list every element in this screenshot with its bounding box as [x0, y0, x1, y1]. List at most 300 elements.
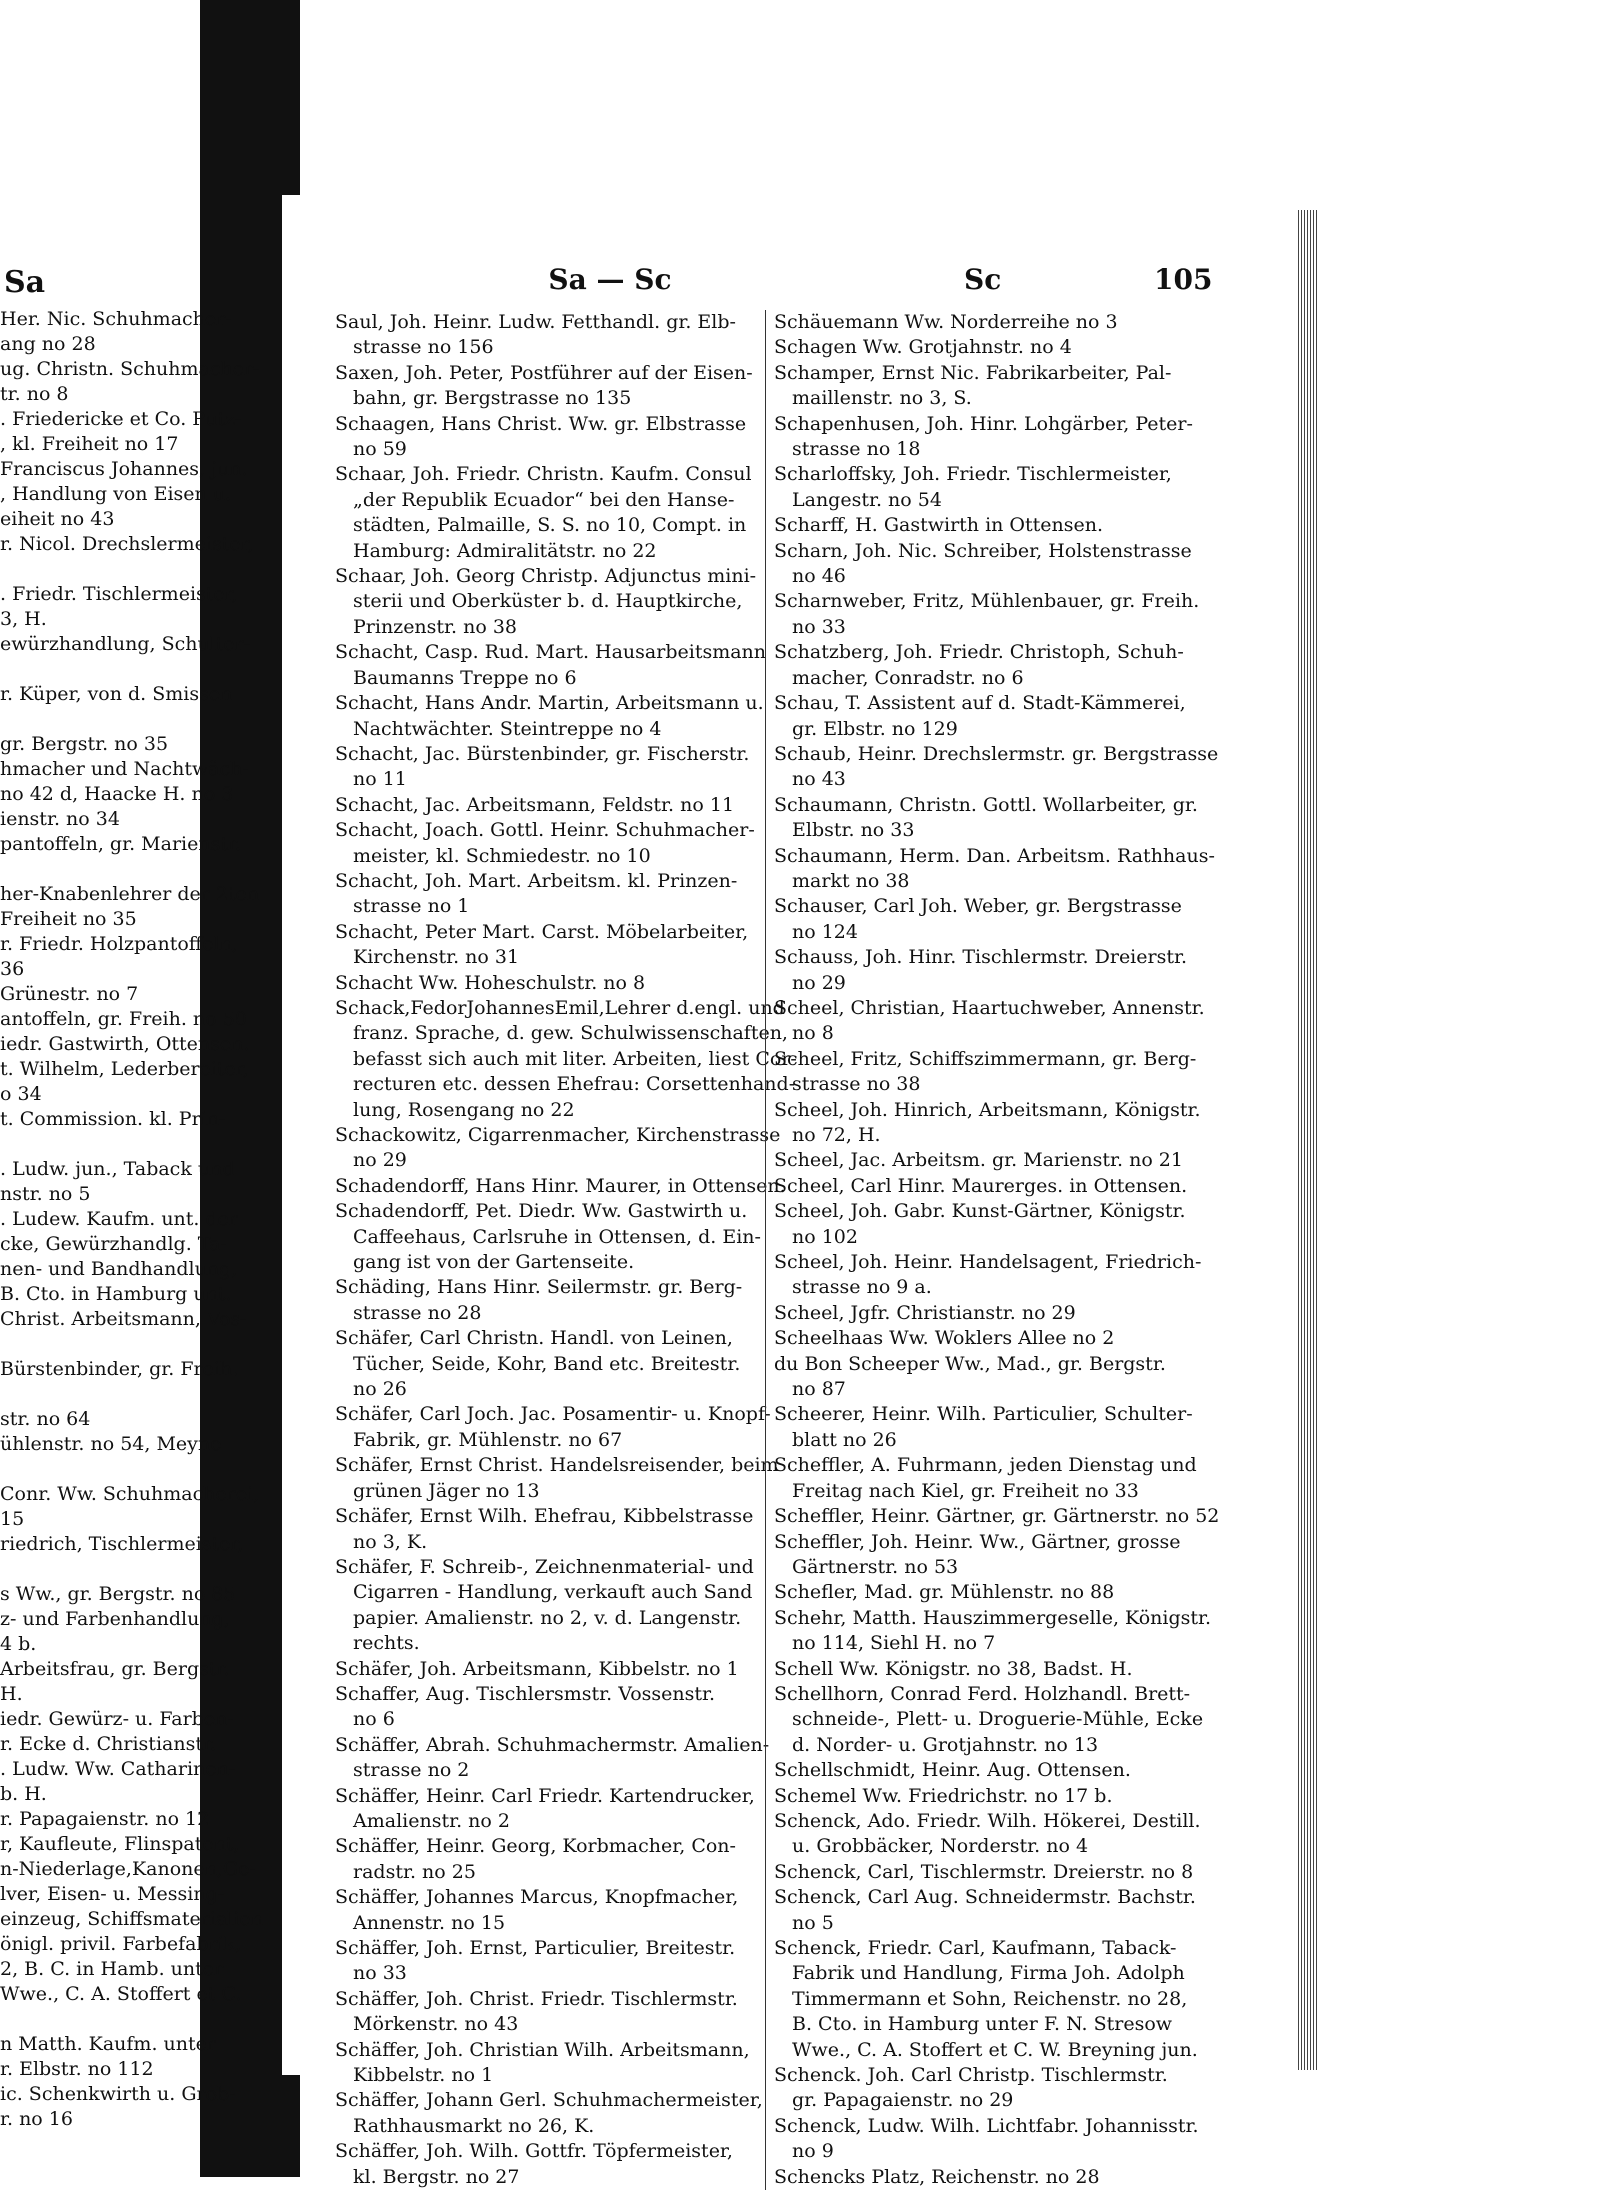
directory-entry	[335, 742, 755, 793]
entry-continuation-line: no 43	[792, 768, 846, 791]
directory-entry	[774, 1352, 1189, 1403]
entry-name-line: Schacht, Joh. Mart. Arbeitsm. kl. Prinzen-	[335, 869, 738, 892]
directory-column-right	[765, 310, 1220, 2190]
directory-column-left	[335, 310, 797, 2190]
entry-name-line: Schäffer, Joh. Wilh. Gottfr. Töpfermeister,	[335, 2140, 733, 2163]
entry-name-line: Scheel, Carl Hinr. Maurerges. in Ottensen.	[774, 1174, 1188, 1197]
directory-entry	[774, 1682, 1204, 1758]
entry-name-line: Schacht, Joach. Gottl. Heinr. Schuhmacher-	[335, 819, 755, 842]
right-page	[300, 205, 1300, 2188]
entry-continuation-line: no 33	[792, 615, 846, 638]
entry-name-line: Schauser, Carl Joh. Weber, gr. Bergstrasse	[774, 895, 1182, 918]
directory-entry	[774, 1098, 1201, 1149]
entry-continuation-line: Tücher, Seide, Kohr, Band etc. Breitestr.	[353, 1352, 741, 1375]
directory-entry	[774, 1148, 1189, 1173]
entry-continuation-line: papier. Amalienstr. no 2, v. d. Langenstr.	[353, 1606, 742, 1629]
left-page-line: , Handlung von Eisen u.	[0, 483, 232, 505]
entry-name-line: du Bon Scheeper Ww., Mad., gr. Bergstr.	[774, 1352, 1166, 1375]
entry-name-line: Schäfer, Joh. Arbeitsmann, Kibbelstr. no 1	[335, 1657, 739, 1680]
entry-name-line: Schadendorff, Pet. Diedr. Ww. Gastwirth u.	[335, 1200, 748, 1223]
left-page-line: r. Ecke d. Christianstr.	[0, 1733, 217, 1755]
entry-continuation-line: bahn, gr. Bergstrasse no 135	[353, 387, 632, 410]
entry-name-line: Schaar, Joh. Friedr. Christn. Kaufm. Consul	[335, 463, 752, 486]
directory-entry	[335, 640, 767, 691]
entry-continuation-line: franz. Sprache, d. gew. Schulwissenschaften,	[353, 1022, 788, 1045]
entry-name-line: Schellschmidt, Heinr. Aug. Ottensen.	[774, 1759, 1131, 1782]
entry-continuation-line: no 6	[353, 1708, 395, 1731]
entry-name-line: Schäffer, Heinr. Georg, Korbmacher, Con-	[335, 1835, 736, 1858]
entry-continuation-line: Amalienstr. no 2	[353, 1809, 510, 1832]
left-page-line	[0, 557, 283, 582]
entry-name-line: Scharnweber, Fritz, Mühlenbauer, gr. Freih.	[774, 590, 1200, 613]
directory-entry	[774, 1936, 1198, 2063]
left-page-line: r. no 16	[0, 2108, 73, 2130]
entry-name-line: Scharn, Joh. Nic. Schreiber, Holstenstrasse	[774, 539, 1192, 562]
entry-name-line: Schagen Ww. Grotjahnstr. no 4	[774, 336, 1072, 359]
left-page-line	[0, 857, 283, 882]
entry-name-line: Scheel, Fritz, Schiffszimmermann, gr. Berg-	[774, 1047, 1197, 1070]
directory-entry	[335, 1326, 755, 1402]
entry-name-line: Scharff, H. Gastwirth in Ottensen.	[774, 514, 1104, 537]
entry-continuation-line: Nachtwächter. Steintreppe no 4	[353, 717, 662, 740]
directory-entry	[774, 1047, 1197, 1098]
entry-continuation-line: Elbstr. no 33	[792, 819, 915, 842]
left-page-line: iedr. Gewürz- u. Farben-	[0, 1708, 234, 1730]
entry-name-line: Schenck, Friedr. Carl, Kaufmann, Taback-	[774, 1937, 1177, 1959]
entry-name-line: Schack,FedorJohannesEmil,Lehrer d.engl. und	[335, 996, 785, 1019]
directory-entry	[774, 513, 1189, 538]
entry-continuation-line: städten, Palmaille, S. S. no 10, Compt. in	[353, 514, 747, 537]
entry-name-line: Schäffer, Abrah. Schuhmachermstr. Amalien-	[335, 1733, 770, 1756]
directory-entry	[774, 335, 1189, 360]
entry-continuation-line: no 9	[792, 2140, 834, 2163]
left-page-line: . Ludew. Kaufm. unt. der	[0, 1208, 238, 1230]
left-page-line: 3, H.	[0, 608, 47, 630]
left-page-line: r. Elbstr. no 112	[0, 2058, 154, 2080]
entry-continuation-line: gr. Elbstr. no 129	[792, 717, 958, 740]
entry-continuation-line: strasse no 2	[353, 1759, 470, 1782]
directory-entry	[335, 1555, 755, 1657]
entry-continuation-line: strasse no 18	[792, 438, 921, 461]
directory-entry	[774, 361, 1189, 412]
entry-name-line: Scheerer, Heinr. Wilh. Particulier, Schulter-	[774, 1403, 1193, 1426]
left-page-line: n-Niederlage,Kanonen,Ge-	[0, 1858, 256, 1880]
directory-entry	[335, 869, 755, 920]
left-page-line: antoffeln, gr. Freih. no 50	[0, 1008, 247, 1030]
left-page-line: iedr. Gastwirth, Ottensen.	[0, 1033, 250, 1055]
left-page-line: r. Nicol. Drechslermeister,	[0, 533, 254, 555]
left-page-line: . Friedr. Tischlermeister,	[0, 583, 238, 605]
entry-continuation-line: sterii und Oberküster b. d. Hauptkirche,	[353, 590, 743, 613]
left-page-line: b. H.	[0, 1783, 47, 1805]
entry-name-line: Schacht, Jac. Arbeitsmann, Feldstr. no 11	[335, 793, 735, 816]
left-page-line: ang no 28	[0, 333, 96, 355]
left-page-line: pantoffeln, gr. Marienstr.	[0, 833, 242, 855]
entry-continuation-line: no 3, K.	[353, 1530, 428, 1553]
directory-entry	[774, 1860, 1194, 1885]
entry-name-line: Schenck, Carl, Tischlermstr. Dreierstr. no 8	[774, 1860, 1194, 1883]
left-page-line: nen- und Bandhandlung,	[0, 1258, 238, 1280]
left-page-line: Arbeitsfrau, gr. Bergstr.	[0, 1658, 230, 1680]
directory-entry	[335, 2139, 755, 2190]
directory-entry	[774, 793, 1198, 844]
entry-continuation-line: no 26	[353, 1378, 407, 1401]
entry-continuation-line: kl. Bergstr. no 27	[353, 2165, 520, 2188]
directory-entry	[335, 971, 755, 996]
directory-entry	[774, 1504, 1220, 1529]
directory-entry	[335, 310, 755, 361]
left-page-line	[0, 1382, 283, 1407]
entry-name-line: Schell Ww. Königstr. no 38, Badst. H.	[774, 1657, 1133, 1680]
left-page-line: Her. Nic. Schuhmacher-	[0, 308, 232, 330]
left-page-line: H.	[0, 1683, 23, 1705]
entry-continuation-line: Freitag nach Kiel, gr. Freiheit no 33	[792, 1479, 1139, 1502]
left-page-line: cke, Gewürzhandlg. Ta-	[0, 1233, 227, 1255]
entry-name-line: Schefler, Mad. gr. Mühlenstr. no 88	[774, 1581, 1115, 1604]
directory-entry	[335, 818, 755, 869]
directory-entry	[335, 2038, 755, 2089]
entry-name-line: Schäfer, Ernst Christ. Handelsreisender, beim	[335, 1454, 779, 1477]
directory-entry	[335, 361, 755, 412]
entry-continuation-line: u. Grobbäcker, Norderstr. no 4	[792, 1835, 1089, 1858]
directory-entry	[335, 1402, 771, 1453]
left-page-line: ewürzhandlung, Schulter-	[0, 633, 251, 655]
left-page-line	[0, 657, 283, 682]
entry-name-line: Saxen, Joh. Peter, Postführer auf der Eisen-	[335, 361, 753, 384]
left-page-line: 36	[0, 958, 25, 980]
entry-name-line: Scheffler, Joh. Heinr. Ww., Gärtner, grosse	[774, 1530, 1181, 1553]
entry-name-line: Schau, T. Assistent auf d. Stadt-Kämmerei,	[774, 692, 1186, 715]
entry-continuation-line: Fabrik und Handlung, Firma Joh. Adolph	[792, 1962, 1185, 1985]
directory-entry	[335, 2088, 763, 2139]
entry-continuation-line: no 87	[792, 1378, 846, 1401]
left-page-line: B. Cto. in Hamburg unt.	[0, 1283, 232, 1305]
entry-name-line: Schäffer, Johannes Marcus, Knopfmacher,	[335, 1886, 739, 1909]
directory-entry	[774, 1402, 1193, 1453]
left-page-line: s Ww., gr. Bergstr. no 85	[0, 1583, 236, 1605]
entry-continuation-line: Annenstr. no 15	[353, 1911, 506, 1934]
left-page-line: Bürstenbinder, gr. Freih.	[0, 1358, 239, 1380]
left-page-line	[0, 1332, 283, 1357]
entry-continuation-line: no 46	[792, 565, 846, 588]
left-page-line	[0, 1457, 283, 1482]
entry-continuation-line: macher, Conradstr. no 6	[792, 666, 1024, 689]
directory-entry	[335, 920, 755, 971]
left-page-line: Franciscus Johannes, jun.	[0, 458, 248, 480]
entry-name-line: Scharloffsky, Joh. Friedr. Tischlermeister,	[774, 463, 1172, 486]
left-page-line: gr. Bergstr. no 35	[0, 733, 169, 755]
left-running-head: Sa	[4, 265, 46, 300]
left-page-line: einzeug, Schiffsmaterialien	[0, 1908, 263, 1930]
entry-continuation-line: blatt no 26	[792, 1428, 897, 1451]
directory-entry	[774, 2114, 1199, 2165]
entry-continuation-line: strasse no 9 a.	[792, 1276, 932, 1299]
entry-name-line: Schaagen, Hans Christ. Ww. gr. Elbstrasse	[335, 412, 747, 435]
entry-continuation-line: Prinzenstr. no 38	[353, 615, 518, 638]
left-page-line: , kl. Freiheit no 17	[0, 433, 179, 455]
left-page-line: t. Wilhelm, Lederbereiter,	[0, 1058, 249, 1080]
directory-entry	[335, 1682, 755, 1733]
entry-name-line: Schenck, Ado. Friedr. Wilh. Hökerei, Destill.	[774, 1809, 1201, 1832]
entry-continuation-line: no 114, Siehl H. no 7	[792, 1632, 996, 1655]
entry-continuation-line: Caffeehaus, Carlsruhe in Ottensen, d. Ein-	[353, 1225, 761, 1248]
entry-name-line: Scheffler, A. Fuhrmann, jeden Dienstag und	[774, 1454, 1197, 1477]
entry-name-line: Schäuemann Ww. Norderreihe no 3	[774, 311, 1118, 333]
entry-name-line: Schäffer, Joh. Christ. Friedr. Tischlermstr.	[335, 1987, 738, 2010]
directory-entry	[335, 412, 755, 463]
entry-name-line: Saul, Joh. Heinr. Ludw. Fetthandl. gr. Elb-	[335, 311, 736, 333]
entry-continuation-line: grünen Jäger no 13	[353, 1479, 540, 1502]
directory-entry	[774, 1326, 1189, 1351]
left-page-line: eiheit no 43	[0, 508, 115, 530]
entry-name-line: Schenck, Carl Aug. Schneidermstr. Bachstr.	[774, 1886, 1196, 1909]
left-page-line: r, Kaufleute, Flinspatent,	[0, 1833, 240, 1855]
left-page-line: . Ludw. jun., Taback und	[0, 1158, 235, 1180]
directory-entry	[335, 1199, 761, 1275]
left-page-line	[0, 1557, 283, 1582]
left-page-line: hmacher und Nachtwäch-	[0, 758, 249, 780]
entry-continuation-line: strasse no 156	[353, 336, 494, 359]
gutter	[282, 195, 300, 2075]
left-page-line: o 34	[0, 1083, 42, 1105]
entry-name-line: Schacht Ww. Hoheschulstr. no 8	[335, 971, 646, 994]
directory-entry	[774, 1606, 1212, 1657]
left-page-line: t. Commission. kl. Prin-	[0, 1108, 226, 1130]
directory-entry	[335, 1275, 755, 1326]
left-page-line: . Friedericke et Co. Putz-	[0, 408, 242, 430]
left-page-line: tr. no 8	[0, 383, 69, 405]
directory-entry	[335, 1834, 755, 1885]
left-page-line: r. Papagaienstr. no 12	[0, 1808, 210, 1830]
entry-continuation-line: no 11	[353, 768, 407, 791]
directory-entry	[774, 1809, 1201, 1860]
entry-continuation-line: Kibbelstr. no 1	[353, 2064, 494, 2087]
entry-name-line: Scheel, Joh. Hinrich, Arbeitsmann, Königstr.	[774, 1098, 1201, 1121]
entry-continuation-line: strasse no 28	[353, 1301, 482, 1324]
entry-name-line: Schäffer, Joh. Christian Wilh. Arbeitsmann,	[335, 2038, 750, 2061]
entry-name-line: Scheel, Joh. Gabr. Kunst-Gärtner, Königstr.	[774, 1200, 1186, 1223]
left-page-line: ienstr. no 34	[0, 808, 120, 830]
entry-name-line: Schäfer, Carl Christn. Handl. von Leinen,	[335, 1327, 733, 1350]
directory-entry	[335, 1504, 755, 1555]
entry-name-line: Schäding, Hans Hinr. Seilermstr. gr. Berg-	[335, 1276, 743, 1299]
entry-continuation-line: B. Cto. in Hamburg unter F. N. Stresow	[792, 2013, 1173, 2036]
directory-entry	[335, 1657, 755, 1682]
entry-name-line: Schenck. Joh. Carl Christp. Tischlermstr.	[774, 2064, 1168, 2087]
entry-name-line: Schaub, Heinr. Drechslermstr. gr. Bergstrasse	[774, 742, 1219, 765]
entry-continuation-line: no 8	[792, 1022, 834, 1045]
left-page-line	[0, 1132, 283, 1157]
entry-continuation-line: lung, Rosengang no 22	[353, 1098, 575, 1121]
entry-continuation-line: recturen etc. dessen Ehefrau: Corsettenhand-	[353, 1073, 796, 1096]
entry-name-line: Schäfer, Carl Joch. Jac. Posamentir- u. Knopf-	[335, 1403, 771, 1426]
entry-name-line: Schatzberg, Joh. Friedr. Christoph, Schuh-	[774, 641, 1184, 664]
directory-entry	[774, 1657, 1189, 1682]
directory-entry	[774, 589, 1200, 640]
left-page-line: ug. Christn. Schuhmacher-	[0, 358, 260, 380]
left-page-line: nstr. no 5	[0, 1183, 91, 1205]
left-page-line: riedrich, Tischlermeister,	[0, 1533, 244, 1555]
entry-name-line: Scheel, Christian, Haartuchweber, Annenstr.	[774, 996, 1205, 1019]
directory-entry	[774, 691, 1189, 742]
entry-continuation-line: radstr. no 25	[353, 1860, 476, 1883]
left-page-line: Freiheit no 35	[0, 908, 137, 930]
page-number: 105	[1154, 263, 1213, 296]
directory-entry	[335, 1784, 755, 1835]
entry-name-line: Schencks Platz, Reichenstr. no 28	[774, 2165, 1100, 2188]
entry-continuation-line: strasse no 1	[353, 895, 470, 918]
entry-continuation-line: no 102	[792, 1225, 858, 1248]
entry-continuation-line: meister, kl. Schmiedestr. no 10	[353, 844, 651, 867]
entry-name-line: Scheel, Jac. Arbeitsm. gr. Marienstr. no 21	[774, 1149, 1183, 1172]
directory-entry	[774, 2165, 1189, 2190]
left-page-line: 4 b.	[0, 1633, 37, 1655]
entry-name-line: Schellhorn, Conrad Ferd. Holzhandl. Brett-	[774, 1682, 1191, 1705]
left-page-line: Grünestr. no 7	[0, 983, 139, 1005]
left-page-line: Conr. Ww. Schuhmacherei,	[0, 1483, 260, 1505]
left-page-line	[0, 2007, 283, 2032]
directory-entry	[774, 1301, 1189, 1326]
left-page-line: no 42 d, Haacke H. no 3	[0, 783, 234, 805]
left-page-line: Christ. Arbeitsmann, Vos-	[0, 1308, 247, 1330]
entry-name-line: Schaffer, Aug. Tischlersmstr. Vossenstr.	[335, 1682, 716, 1705]
directory-entry	[774, 1784, 1189, 1809]
left-page-text	[0, 307, 283, 2132]
entry-continuation-line: Fabrik, gr. Mühlenstr. no 67	[353, 1428, 623, 1451]
directory-entry	[335, 1885, 755, 1936]
entry-name-line: Scheel, Joh. Heinr. Handelsagent, Friedrich-	[774, 1251, 1202, 1274]
left-page-line: r. Friedr. Holzpantoffeln,	[0, 933, 238, 955]
directory-entry	[774, 462, 1189, 513]
directory-entry	[774, 742, 1219, 793]
entry-name-line: Schenck, Ludw. Wilh. Lichtfabr. Johannisstr.	[774, 2114, 1199, 2137]
entry-name-line: Schaumann, Herm. Dan. Arbeitsm. Rathhaus-	[774, 844, 1215, 867]
entry-name-line: Schadendorff, Hans Hinr. Maurer, in Ottensen.	[335, 1174, 786, 1197]
entry-continuation-line: strasse no 38	[792, 1073, 921, 1096]
entry-name-line: Schacht, Hans Andr. Martin, Arbeitsmann u.	[335, 692, 764, 715]
entry-continuation-line: no 124	[792, 920, 858, 943]
directory-entry	[774, 1885, 1196, 1936]
entry-continuation-line: d. Norder- u. Grotjahnstr. no 13	[792, 1733, 1099, 1756]
directory-entry	[335, 1987, 755, 2038]
entry-continuation-line: Hamburg: Admiralitätstr. no 22	[353, 539, 657, 562]
running-head: Sa — Sc	[548, 263, 672, 296]
directory-entry	[774, 1453, 1197, 1504]
entry-name-line: Schäfer, F. Schreib-, Zeichnenmaterial- und	[335, 1555, 754, 1578]
directory-entry	[335, 793, 755, 818]
entry-continuation-line: no 5	[792, 1911, 834, 1934]
entry-name-line: Schamper, Ernst Nic. Fabrikarbeiter, Pal-	[774, 361, 1172, 384]
entry-name-line: Scheffler, Heinr. Gärtner, gr. Gärtnerstr. no 52	[774, 1505, 1220, 1528]
left-page-line	[0, 707, 283, 732]
entry-name-line: Schauss, Joh. Hinr. Tischlermstr. Dreierstr.	[774, 946, 1188, 969]
directory-entry	[774, 539, 1192, 590]
directory-entry	[335, 996, 797, 1123]
directory-entry	[335, 1453, 779, 1504]
directory-entry	[774, 1758, 1189, 1783]
directory-entry	[774, 2063, 1189, 2114]
entry-continuation-line: maillenstr. no 3, S.	[792, 387, 972, 410]
directory-entry	[774, 894, 1189, 945]
entry-name-line: Schaar, Joh. Georg Christp. Adjunctus mini-	[335, 565, 757, 588]
left-page-line: z- und Farbenhandlung,	[0, 1608, 230, 1630]
entry-name-line: Schehr, Matth. Hauszimmergeselle, Königstr.	[774, 1606, 1212, 1629]
entry-continuation-line: schneide-, Plett- u. Droguerie-Mühle, Ecke	[792, 1708, 1204, 1731]
entry-name-line: Schapenhusen, Joh. Hinr. Lohgärber, Peter-	[774, 412, 1193, 435]
entry-continuation-line: Mörkenstr. no 43	[353, 2013, 519, 2036]
entry-continuation-line: no 59	[353, 438, 407, 461]
entry-continuation-line: Gärtnerstr. no 53	[792, 1555, 959, 1578]
entry-continuation-line: Wwe., C. A. Stoffert et C. W. Breyning jun.	[792, 2038, 1198, 2061]
directory-entry	[774, 1174, 1189, 1199]
entry-continuation-line: befasst sich auch mit liter. Arbeiten, liest Cor-	[353, 1047, 797, 1070]
entry-name-line: Schäffer, Joh. Ernst, Particulier, Breitestr.	[335, 1937, 736, 1959]
directory-entry	[774, 1250, 1202, 1301]
entry-continuation-line: no 33	[353, 1962, 407, 1985]
page-edges	[1296, 210, 1318, 2070]
entry-name-line: Schacht, Casp. Rud. Mart. Hausarbeitsmann	[335, 641, 767, 664]
directory-entry	[774, 310, 1189, 335]
directory-entry	[335, 1123, 781, 1174]
entry-name-line: Schäffer, Heinr. Carl Friedr. Kartendrucker,	[335, 1784, 755, 1807]
entry-continuation-line: gr. Papagaienstr. no 29	[792, 2089, 1014, 2112]
entry-name-line: Schäffer, Johann Gerl. Schuhmachermeister,	[335, 2089, 763, 2112]
left-page-line: lver, Eisen- u. Messing-	[0, 1883, 225, 1905]
entry-continuation-line: Timmermann et Sohn, Reichenstr. no 28,	[792, 1987, 1188, 2010]
running-head-right: Sc	[964, 263, 1002, 296]
entry-continuation-line: „der Republik Ecuador“ bei den Hanse-	[353, 488, 735, 511]
directory-entry	[774, 945, 1189, 996]
entry-continuation-line: Kirchenstr. no 31	[353, 946, 520, 969]
entry-continuation-line: Cigarren - Handlung, verkauft auch Sand	[353, 1581, 753, 1604]
left-page-line: Wwe., C. A. Stoffert et C.	[0, 1983, 242, 2005]
entry-name-line: Schacht, Peter Mart. Carst. Möbelarbeiter,	[335, 920, 749, 943]
entry-name-line: Scheelhaas Ww. Woklers Allee no 2	[774, 1327, 1115, 1350]
directory-entry	[335, 1936, 755, 1987]
entry-continuation-line: gang ist von der Gartenseite.	[353, 1251, 635, 1274]
entry-name-line: Schacht, Jac. Bürstenbinder, gr. Fischerstr.	[335, 742, 750, 765]
directory-entry	[774, 1199, 1189, 1250]
entry-continuation-line: Langestr. no 54	[792, 488, 942, 511]
entry-name-line: Schäfer, Ernst Wilh. Ehefrau, Kibbelstrasse	[335, 1505, 754, 1528]
directory-entry	[335, 1733, 770, 1784]
entry-name-line: Schackowitz, Cigarrenmacher, Kirchenstrasse	[335, 1124, 781, 1146]
entry-continuation-line: markt no 38	[792, 869, 910, 892]
left-page-line: her-Knabenlehrer der 2ten	[0, 883, 260, 905]
entry-name-line: Scheel, Jgfr. Christianstr. no 29	[774, 1301, 1076, 1324]
left-page-line: str. no 64	[0, 1408, 91, 1430]
directory-entry	[774, 640, 1189, 691]
left-page-line: önigl. privil. Farbefabrik,	[0, 1933, 242, 1955]
directory-entry	[774, 412, 1193, 463]
directory-entry	[774, 844, 1215, 895]
entry-continuation-line: no 29	[353, 1149, 407, 1172]
entry-continuation-line: Rathhausmarkt no 26, K.	[353, 2114, 595, 2137]
entry-continuation-line: Baumanns Treppe no 6	[353, 666, 577, 689]
left-page-line: 15	[0, 1508, 25, 1530]
entry-continuation-line: rechts.	[353, 1632, 420, 1655]
left-page-line: n Matth. Kaufm. unter	[0, 2033, 216, 2055]
directory-entry	[335, 691, 764, 742]
directory-entry	[774, 1580, 1189, 1605]
left-page-line: . Ludw. Ww. Catharinen-	[0, 1758, 236, 1780]
left-page-line: ic. Schenkwirth u. Grob-	[0, 2083, 236, 2105]
entry-continuation-line: no 72, H.	[792, 1124, 881, 1146]
directory-entry	[335, 462, 755, 564]
left-page	[0, 195, 287, 2130]
left-page-line: r. Küper, von d. Smissen	[0, 683, 233, 705]
entry-name-line: Schemel Ww. Friedrichstr. no 17 b.	[774, 1784, 1113, 1807]
